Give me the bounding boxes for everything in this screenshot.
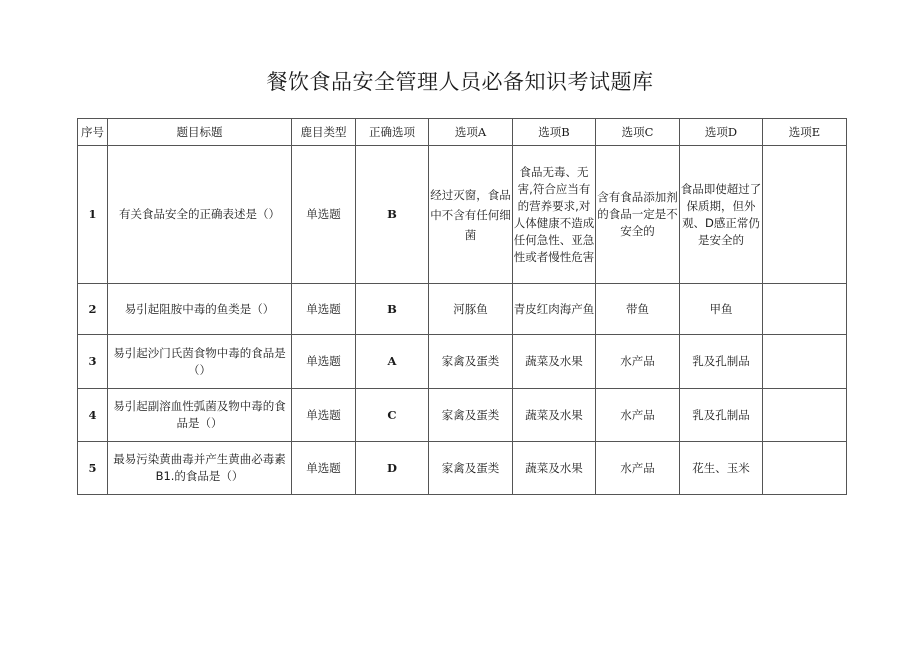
row-question: 易引起沙门氏茵食物中毒的食品是（） bbox=[108, 335, 292, 389]
row-question: 易引起阻胺中毒的鱼类是（） bbox=[108, 284, 292, 335]
table-row bbox=[78, 335, 847, 389]
row-option-a: 家禽及蛋类 bbox=[429, 389, 513, 442]
row-index: 1 bbox=[78, 146, 108, 284]
header-option-e: 选项E bbox=[763, 119, 847, 146]
row-type: 单选题 bbox=[292, 335, 356, 389]
header-question: 题目标题 bbox=[108, 119, 292, 146]
row-option-d: 乳及孔制品 bbox=[680, 389, 763, 442]
row-question: 有关食品安全的正确表述是（） bbox=[108, 146, 292, 284]
row-option-c: 带鱼 bbox=[596, 284, 680, 335]
header-option-b: 选项B bbox=[513, 119, 596, 146]
row-question: 最易污染黄曲毒并产生黄曲必毒素B1.的食品是（） bbox=[108, 442, 292, 495]
row-index: 4 bbox=[78, 389, 108, 442]
header-option-a: 选项A bbox=[429, 119, 513, 146]
header-index: 序号 bbox=[78, 119, 108, 146]
row-option-c: 水产品 bbox=[596, 335, 680, 389]
row-answer: D bbox=[356, 442, 429, 495]
row-option-e bbox=[763, 335, 847, 389]
header-option-d: 选项D bbox=[680, 119, 763, 146]
row-type: 单选题 bbox=[292, 389, 356, 442]
row-option-a: 经过灭窗，食品中不含有任何细菌 bbox=[429, 146, 513, 284]
row-option-e bbox=[763, 442, 847, 495]
header-option-c: 选项C bbox=[596, 119, 680, 146]
row-option-c: 含有食品添加剂的食品一定是不安全的 bbox=[596, 146, 680, 284]
row-option-c: 水产品 bbox=[596, 442, 680, 495]
table-row bbox=[78, 146, 847, 284]
row-answer: B bbox=[356, 146, 429, 284]
row-option-d: 花生、玉米 bbox=[680, 442, 763, 495]
row-option-b: 蔬菜及水果 bbox=[513, 335, 596, 389]
header-answer: 正确选项 bbox=[356, 119, 429, 146]
row-option-b: 青皮红肉海产鱼 bbox=[513, 284, 596, 335]
row-option-d: 乳及孔制品 bbox=[680, 335, 763, 389]
row-index: 3 bbox=[78, 335, 108, 389]
row-answer: A bbox=[356, 335, 429, 389]
row-option-a: 家禽及蛋类 bbox=[429, 335, 513, 389]
row-option-c: 水产品 bbox=[596, 389, 680, 442]
row-option-a: 河豚鱼 bbox=[429, 284, 513, 335]
row-option-e bbox=[763, 146, 847, 284]
row-option-d: 甲鱼 bbox=[680, 284, 763, 335]
row-answer: B bbox=[356, 284, 429, 335]
page-title: 餐饮食品安全管理人员必备知识考试题库 bbox=[266, 70, 654, 94]
row-index: 2 bbox=[78, 284, 108, 335]
row-option-b: 蔬菜及水果 bbox=[513, 442, 596, 495]
row-type: 单选题 bbox=[292, 284, 356, 335]
question-bank-table bbox=[77, 118, 847, 495]
table-row bbox=[78, 442, 847, 495]
header-type: 鹿目类型 bbox=[292, 119, 356, 146]
row-option-e bbox=[763, 389, 847, 442]
row-option-b: 食品无毒、无害,符合应当有的营养要求,对人体健康不造成任何急性、亚急性或者慢性危害 bbox=[513, 146, 596, 284]
table-row bbox=[78, 389, 847, 442]
row-type: 单选题 bbox=[292, 442, 356, 495]
row-question: 易引起副溶血性弧菌及物中毒的食品是（） bbox=[108, 389, 292, 442]
table-row bbox=[78, 284, 847, 335]
header-row bbox=[78, 119, 847, 146]
row-type: 单选题 bbox=[292, 146, 356, 284]
row-option-e bbox=[763, 284, 847, 335]
row-option-d: 食品即使超过了保质期，但外观、D感正常仍是安全的 bbox=[680, 146, 763, 284]
row-option-a: 家禽及蛋类 bbox=[429, 442, 513, 495]
row-option-b: 蔬菜及水果 bbox=[513, 389, 596, 442]
row-answer: C bbox=[356, 389, 429, 442]
row-index: 5 bbox=[78, 442, 108, 495]
